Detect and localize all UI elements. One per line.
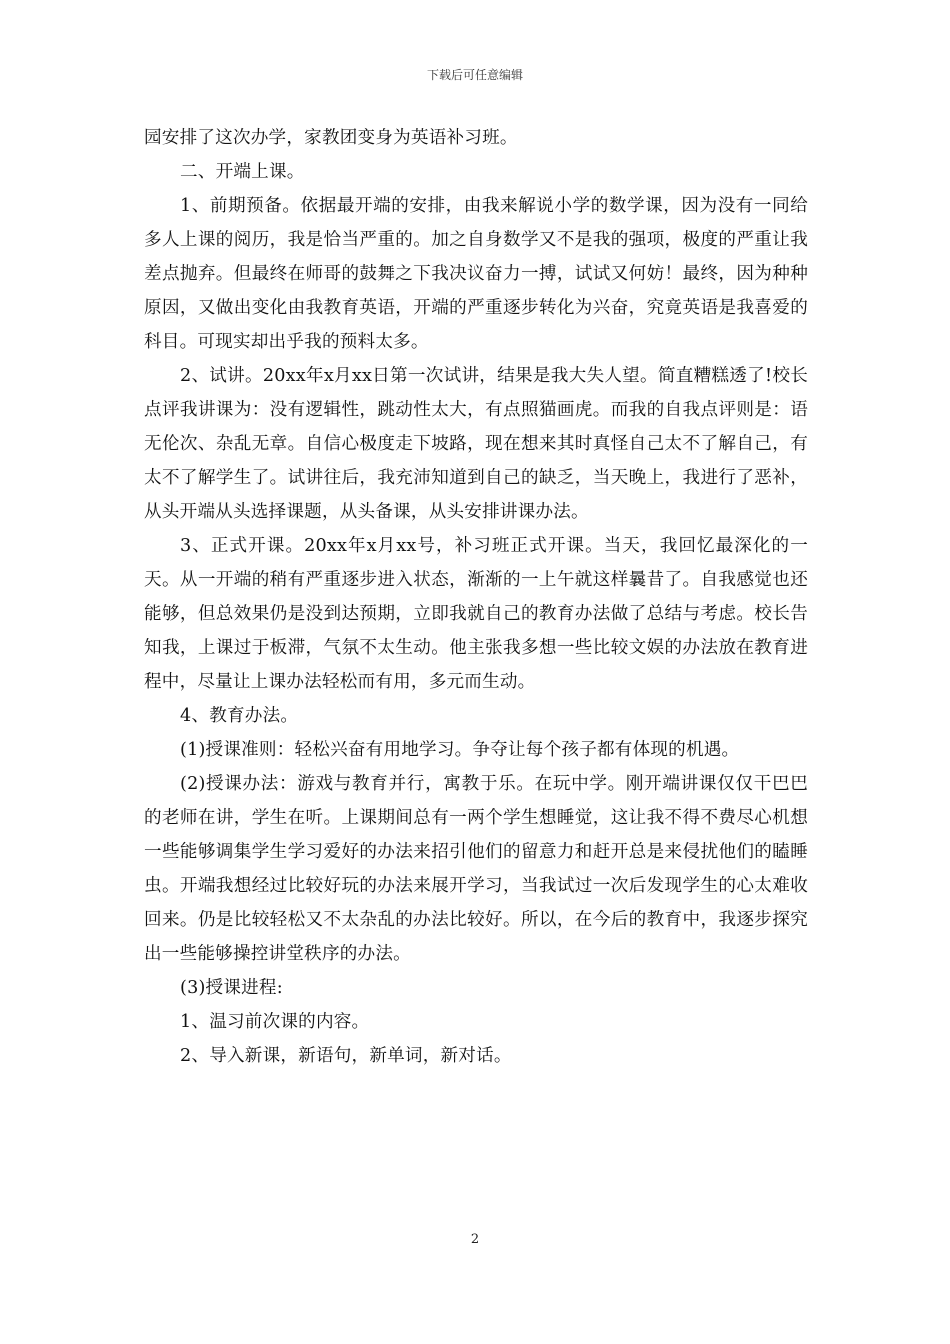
page-header: 下载后可任意编辑	[426, 68, 523, 82]
paragraph: 3、正式开课。20xx年x月xx号，补习班正式开课。当天，我回忆最深化的一天。从一开端的稍有严重逐步进入状态，渐渐的一上午就这样曩昔了。自我感觉也还能够，但总效果仍是没到达预期，立即我就自己的教育办法做了总结与考虑。校长告知我，上课过于板滞，气氛不太生动。他主张我多想一些比较文娱的办法放在教育进程中，尽量让上课办法轻松而有用，多元而生动。	[144, 536, 808, 692]
paragraph: 2、试讲。20xx年x月xx日第一次试讲，结果是我大失人望。简直糟糕透了!校长点评我讲课为：没有逻辑性，跳动性太大，有点照猫画虎。而我的自我点评则是：语无伦次、杂乱无章。自信心极度走下坡路，现在想来其时真怪自己太不了解自己，有太不了解学生了。试讲往后，我充沛知道到自己的缺乏，当天晚上，我进行了恶补，从头开端从头选择课题，从头备课，从头安排讲课办法。	[144, 366, 808, 522]
section-heading: 4、教育办法。	[180, 706, 299, 726]
paragraph: (3)授课进程:	[180, 978, 283, 998]
paragraph: 1、前期预备。依据最开端的安排，由我来解说小学的数学课，因为没有一同给多人上课的阅历，我是恰当严重的。加之自身数学又不是我的强项，极度的严重让我差点抛弃。但最终在师哥的鼓舞之下我决议奋力一搏，试试又何妨！最终，因为种种原因，又做出变化由我教育英语，开端的严重逐步转化为兴奋，究竟英语是我喜爱的科目。可现实却出乎我的预料太多。	[144, 196, 808, 352]
paragraph: (2)授课办法：游戏与教育并行，寓教于乐。在玩中学。刚开端讲课仅仅干巴巴的老师在讲，学生在听。上课期间总有一两个学生想睡觉，这让我不得不费尽心机想一些能够调集学生学习爱好的办法来招引他们的留意力和赶开总是来侵扰他们的瞌睡虫。开端我想经过比较好玩的办法来展开学习，当我试过一次后发现学生的心太难收回来。仍是比较轻松又不太杂乱的办法比较好。所以，在今后的教育中，我逐步探究出一些能够操控讲堂秩序的办法。	[144, 774, 808, 964]
list-item: 1、温习前次课的内容。	[180, 1012, 370, 1032]
page-number: 2	[470, 1232, 480, 1247]
list-item: 2、导入新课，新语句，新单词，新对话。	[180, 1046, 512, 1066]
document-body	[144, 121, 808, 1073]
section-heading: 二、开端上课。	[180, 162, 305, 182]
paragraph: (1)授课准则：轻松兴奋有用地学习。争夺让每个孩子都有体现的机遇。	[180, 740, 740, 760]
paragraph: 园安排了这次办学，家教团变身为英语补习班。	[144, 128, 518, 148]
